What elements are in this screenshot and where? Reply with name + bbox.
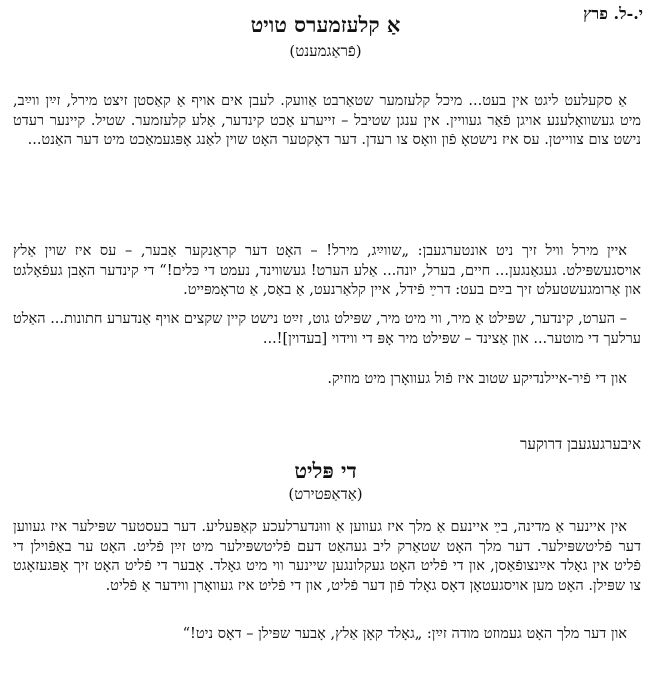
story-paragraph: איין מירל וויל זיך ניט אונטערגעבן: „שווײַג, מירל! – האָט דער קראַנקער אַבער, – עס איז שוין אַלץ אויסגעשפּילט. געגאַנגען... חיים, בערל, יונה... אַלע הערט! געשווינד, נעמט די כּלים!“ די קינדער האָבן געפֿאָלגט און אַרומגעשטעלט זיך בײַם בעט: דרײַ פֿידל, איין קלאַרנעט, אַ באַס, אַ טראָמפּייט.	[13, 243, 641, 298]
story-subtitle: (אַדאַפּטירט)	[288, 485, 363, 503]
story-paragraph: אין איינער אַ מדינה, בײַ איינעם אַ מלך איז געווען אַ וווּנדערלעכע קאַפּעליע. דער בעסטער שפּילער איז געווען דער פֿליטשפּילער. דער מלך האָט שטאַרק ליב געהאַט דעם פֿליטשפּילער מיט זײַן פֿליט. האָט ער באַפֿוילן די פֿליט אין גאָלד אײַנצופֿאַסן, און די פֿליט האָט געקלונגען שיינער ווי מיט גאָלד. אָבער די פֿליט האָט זיך אָפּגעזאָגט צו שפּילן. האָט מען אויסגעטאָן דאָס גאָלד פֿון דער פֿליט, און די פֿליט איז געוואָרן ווידער אַ פֿליט.	[13, 519, 641, 594]
story-subtitle: (פֿראַגמענט)	[289, 42, 362, 60]
story-paragraph: – הערט, קינדער, שפּילט אַ מיר, ווי מיט מיר, שפּילט גוט, זײַט נישט קיין שקצים אויף אַנדערע חתונות... האַלט ערלעך די מוטער... און אַצינד – שפּילט מיר אָפּ די ווידוי [בעדוין]!...	[13, 311, 641, 347]
author-name: י.-ל. פרץ	[583, 4, 643, 23]
story-title: אַ קלעזמערס טויט	[250, 12, 401, 37]
story-paragraph: אַ סקעלעט ליגט אין בעט... מיכל קלעזמער שטאַרבט אַוועק. לעבן אים אויף אַ קאַסטן זיצט מירל, זײַן ווײַב, מיט געשוואָלענע אויגן פֿאַר געוויין. אין ענגן שטיבל – זייערע אַכט קינדער, אַלע קלעזמער. שטיל. קיינער רעדט נישט צום צווייטן. עס איז נישטאָ פֿון וואָס צו רעדן. דער דאָקטער האָט שוין לאַנג אָפּגעמאַכט מיט דער האַנט...	[13, 93, 641, 148]
section-dedication: איבערגעגעבן דרוקער	[519, 435, 641, 453]
story-paragraph: און די פֿיר-איילנדיקע שטוב איז פֿול געוואָרן מיט מוזיק.	[327, 371, 627, 387]
story-paragraph: און דער מלך האָט געמוזט מודה זײַן: „גאָלד קאָן אַלץ, אָבער שפּילן – דאָס ניט!“	[182, 626, 627, 642]
story-title: די פּליט	[294, 458, 357, 483]
